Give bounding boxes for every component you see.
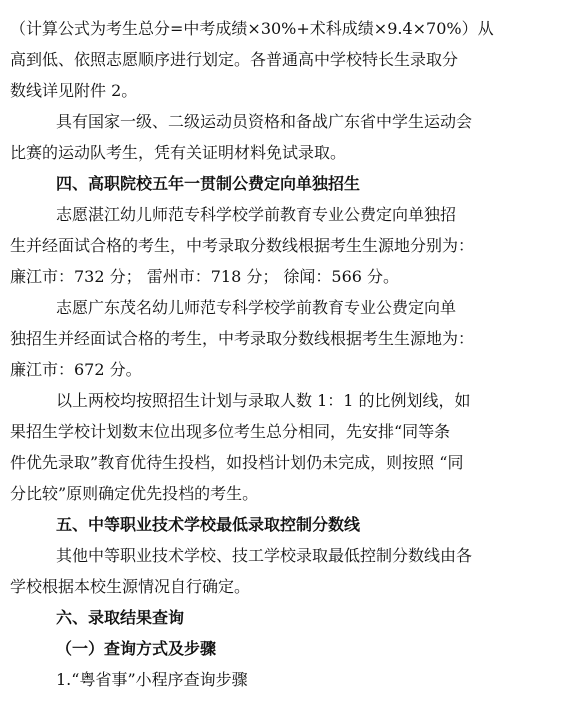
text-line: 件优先录取”教育优待生投档，如投档计划仍未完成，则按照 “同 xyxy=(10,453,464,472)
section-heading-5: 五、中等职业技术学校最低录取控制分数线 xyxy=(56,515,361,534)
text-line: 生并经面试合格的考生，中考录取分数线根据考生生源地分别为： xyxy=(10,236,475,255)
text-line: 廉江市：732 分； 雷州市：718 分； 徐闻：566 分。 xyxy=(10,267,400,286)
text-line: 志愿湛江幼儿师范专科学校学前教育专业公费定向单独招 xyxy=(56,205,457,224)
text-line: （计算公式为考生总分=中考成绩×30%+术科成绩×9.4×70%）从 xyxy=(10,19,494,38)
text-line: 以上两校均按照招生计划与录取人数 1：1 的比例划线，如 xyxy=(56,391,471,410)
text-line: 廉江市：672 分。 xyxy=(10,360,142,379)
text-line: 志愿广东茂名幼儿师范专科学校学前教育专业公费定向单 xyxy=(56,298,457,317)
text-line: 独招生并经面试合格的考生，中考录取分数线根据考生生源地为： xyxy=(10,329,475,348)
text-line: 果招生学校计划数末位出现多位考生总分相同，先安排“同等条 xyxy=(10,422,451,441)
text-line: 数线详见附件 2。 xyxy=(10,81,138,100)
section-heading-6: 六、录取结果查询 xyxy=(56,608,185,627)
text-line: 分比较”原则确定优先投档的考生。 xyxy=(10,484,259,503)
text-line: 高到低、依照志愿顺序进行划定。各普通高中学校特长生录取分 xyxy=(10,50,459,69)
text-line: 比赛的运动队考生，凭有关证明材料免试录取。 xyxy=(10,143,347,162)
text-line: 具有国家一级、二级运动员资格和备战广东省中学生运动会 xyxy=(56,112,473,131)
text-line: 1.“粤省事”小程序查询步骤 xyxy=(56,670,248,689)
text-line: 其他中等职业技术学校、技工学校录取最低控制分数线由各 xyxy=(56,546,473,565)
section-heading-4: 四、高职院校五年一贯制公费定向单独招生 xyxy=(56,174,361,193)
text-line: 学校根据本校生源情况自行确定。 xyxy=(10,577,251,596)
subsection-heading: （一）查询方式及步骤 xyxy=(56,639,217,658)
